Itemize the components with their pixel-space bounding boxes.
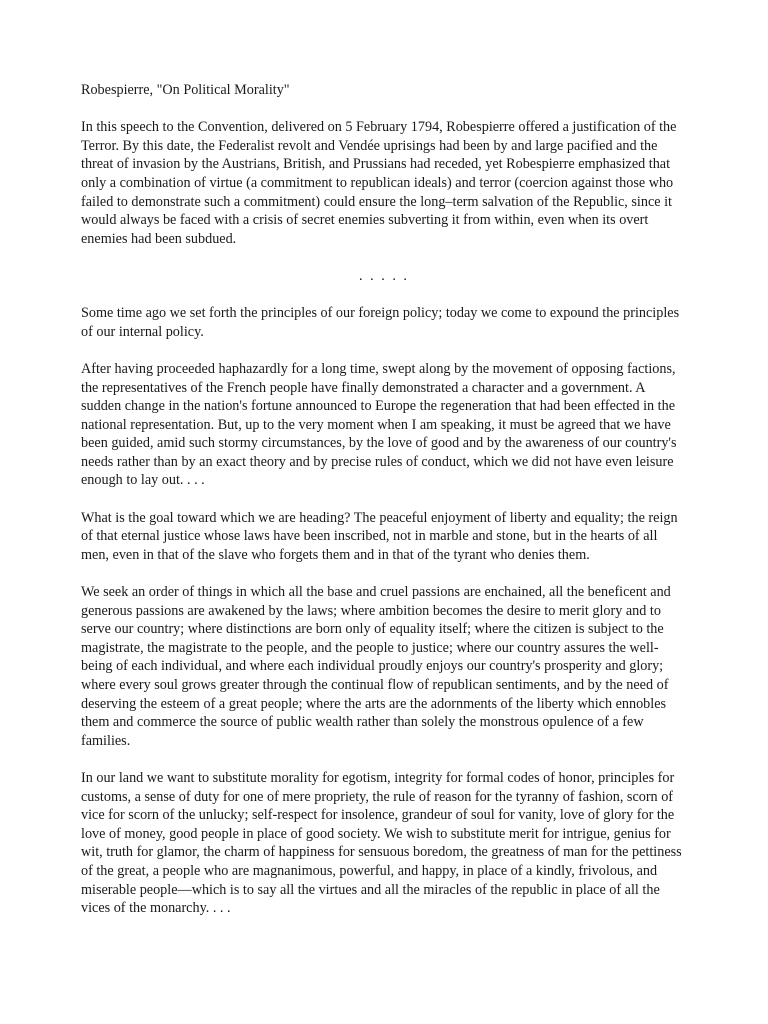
speech-paragraph-factions: After having proceeded haphazardly for a long time, swept along by the movement of opposing factions, the representatives of the French people have finally demonstrated a character and a government. A sudden change in the nation's fortune announced to Europe the regeneration that had been effected in the national representation. But, up to the very moment when I am speaking, it must be agreed that we have been guided, amid such stormy circumstances, by the love of good and by the awareness of our country's needs rather than by an exact theory and by precise rules of conduct, which we did not have even leisure enough to lay out. . . . [81, 360, 677, 489]
section-separator: . . . . . [359, 267, 409, 284]
speech-paragraph-goal: What is the goal toward which we are heading? The peaceful enjoyment of liberty and equality; the reign of that eternal justice whose laws have been inscribed, not in marble and stone, but in the hearts of all men, even in that of the slave who forgets them and in that of the tyrant who denies them. [81, 509, 678, 563]
speech-paragraph-foreign-policy: Some time ago we set forth the principles of our foreign policy; today we come to expound the principles of our internal policy. [81, 305, 680, 340]
intro-paragraph: In this speech to the Convention, delivered on 5 February 1794, Robespierre offered a justification of the Terror. By this date, the Federalist revolt and Vendée uprisings had been by and large pacified and the threat of invasion by the Austrians, British, and Prussians had receded, yet Robespierre emphasized that only a combination of virtue (a commitment to republican ideals) and terror (coercion against those who failed to demonstrate such a commitment) could ensure the long–term salvation of the Republic, since it would always be faced with a crisis of secret enemies subverting it from within, even when its overt enemies had been subdued. [81, 119, 677, 247]
document-body [81, 81, 687, 936]
document-title: Robespierre, "On Political Morality" [81, 82, 290, 98]
speech-paragraph-substitutions: In our land we want to substitute morality for egotism, integrity for formal codes of honor, principles for customs, a sense of duty for one of mere propriety, the rule of reason for the tyranny of fashion, scorn of vice for scorn of the unlucky; self-respect for insolence, grandeur of soul for vanity, love of glory for the love of money, good people in place of good society. We wish to substitute merit for intrigue, genius for wit, truth for glamor, the charm of happiness for sensuous boredom, the greatness of man for the pettiness of the great, a people who are magnanimous, powerful, and happy, in place of a kindly, frivolous, and miserable people—which is to say all the virtues and all the miracles of the republic in place of all the vices of the monarchy. . . . [81, 769, 682, 917]
speech-paragraph-order-of-things: We seek an order of things in which all the base and cruel passions are enchained, all the beneficent and generous passions are awakened by the laws; where ambition becomes the desire to merit glory and to serve our country; where distinctions are born only of equality itself; where the citizen is subject to the magistrate, the magistrate to the people, and the people to justice; where our country assures the well-being of each individual, and where each individual proudly enjoys our country's prosperity and glory; where every soul grows greater through the continual flow of republican sentiments, and by the need of deserving the esteem of a great people; where the arts are the adornments of the liberty which ennobles them and commerce the source of public wealth rather than solely the monstrous opulence of a few families. [81, 584, 671, 749]
